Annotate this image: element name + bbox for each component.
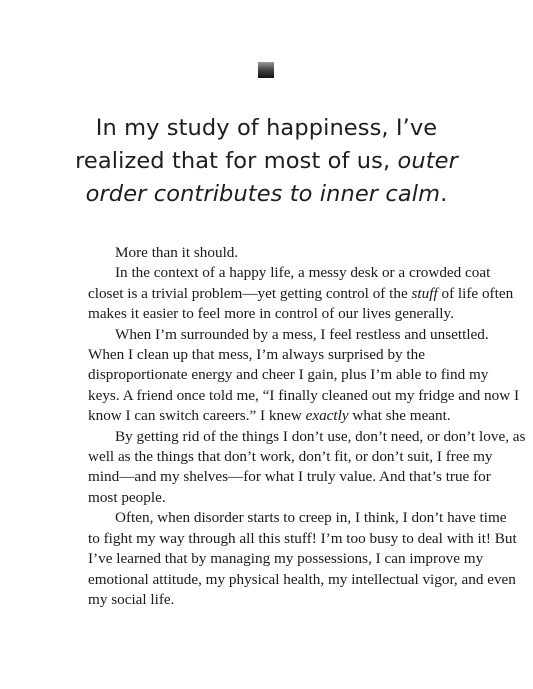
pull-quote-headline (40, 112, 493, 211)
body-line-2: In the context of a happy life, a messy desk or a crowded coat (115, 264, 491, 282)
body-line-9a: know I can switch careers.” I knew (88, 407, 306, 425)
body-line-6: When I clean up that mess, I’m always surprised by the (88, 346, 425, 364)
body-line-11: well as the things that don’t work, don’t fit, or don’t suit, I free my (88, 448, 493, 466)
body-line-3-italic: stuff (411, 284, 438, 302)
body-line-7: disproportionate energy and cheer I gain, plus I’m able to find my (88, 366, 489, 384)
body-line-3 (88, 284, 514, 304)
body-line-10: By getting rid of the things I don’t use, don’t need, or don’t love, as (115, 427, 526, 445)
headline-line-2-plain: realized that for most of us, (75, 148, 398, 174)
body-line-4: makes it easier to feel more in control of our lives generally. (88, 305, 454, 323)
body-line-3a: closet is a trivial problem—yet getting control of the (88, 284, 412, 302)
headline-line-3-italic: order contributes to inner calm (85, 181, 441, 207)
body-line-9-italic: exactly (305, 407, 349, 425)
body-line-1: More than it should. (115, 244, 239, 261)
headline-line-3-end: . (440, 181, 448, 207)
body-line-8: keys. A friend once told me, “I finally cleaned out my fridge and now I (88, 386, 520, 404)
body-text (88, 243, 526, 610)
headline-line-2 (40, 145, 493, 178)
body-line-9 (88, 406, 480, 426)
body-line-15: to fight my way through all this stuff! I’m too busy to deal with it! But (88, 529, 517, 547)
body-line-18: my social life. (88, 590, 175, 608)
body-line-9c: what she meant. (348, 407, 451, 425)
headline-line-2-italic: outer (397, 148, 458, 174)
body-line-16: I’ve learned that by managing my possessions, I can improve my (88, 550, 484, 568)
section-ornament (258, 62, 274, 78)
headline-line-3 (40, 178, 493, 211)
headline-line-1: In my study of happiness, I’ve (95, 115, 438, 141)
body-line-12: mind—and my shelves—for what I truly value. And that’s true for (88, 468, 491, 486)
body-line-13: most people. (88, 488, 166, 506)
body-line-5: When I’m surrounded by a mess, I feel restless and unsettled. (115, 325, 489, 343)
body-line-3c: of life often (437, 284, 514, 302)
body-line-17: emotional attitude, my physical health, my intellectual vigor, and even (88, 570, 516, 588)
body-line-14: Often, when disorder starts to creep in, I think, I don’t have time (115, 509, 507, 527)
